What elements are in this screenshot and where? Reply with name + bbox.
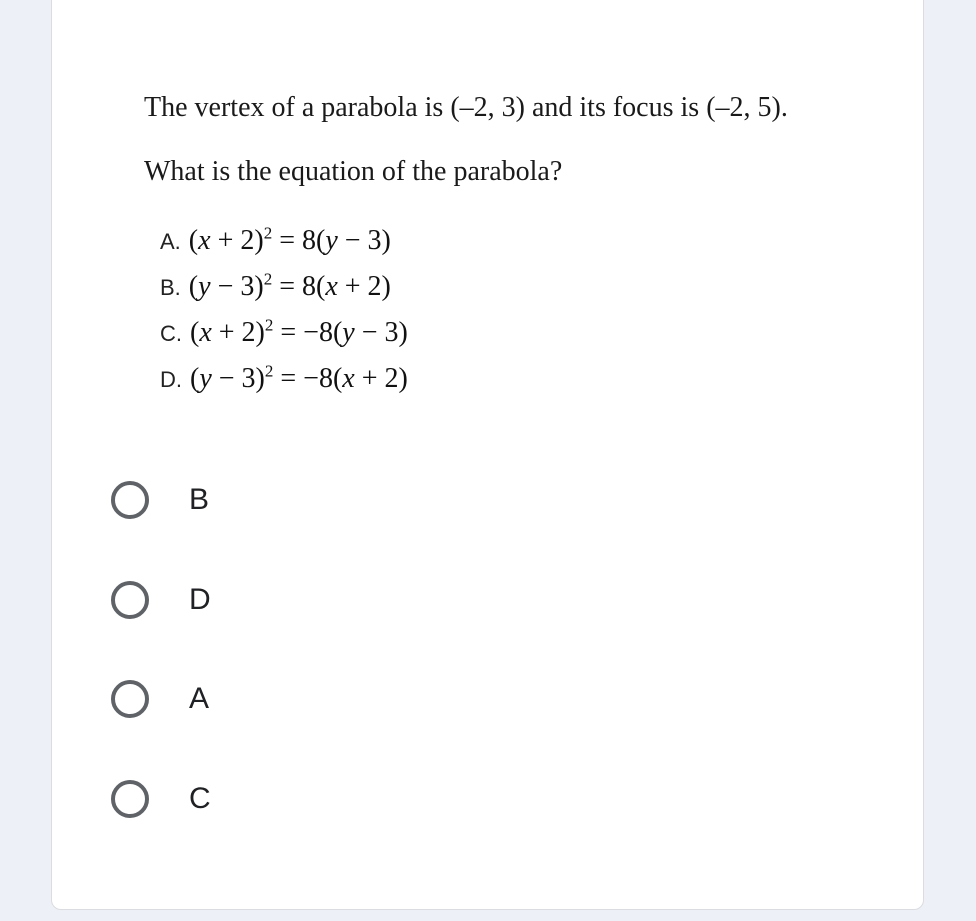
question-text: The vertex of a parabola is xyxy=(144,92,451,123)
option-letter: A. xyxy=(160,229,181,255)
choice-label[interactable]: A xyxy=(189,682,210,715)
option-equation: $(x + 2)^2 = -8(y - 3)$ xyxy=(190,316,408,349)
choice-label[interactable]: D xyxy=(189,583,211,616)
answer-option-c xyxy=(160,316,408,349)
answer-option-a xyxy=(160,224,391,257)
question-text-line-2: What is the equation of the parabola? xyxy=(144,156,563,187)
choice-b[interactable] xyxy=(111,476,209,524)
radio-button[interactable] xyxy=(111,481,149,519)
option-equation: $(y - 3)^2 = -8(x + 2)$ xyxy=(190,362,408,395)
option-equation: $(x + 2)^2 = 8(y - 3)$ xyxy=(188,224,391,257)
question-card xyxy=(51,0,924,910)
option-letter: C. xyxy=(160,321,182,347)
option-equation: $(y - 3)^2 = 8(x + 2)$ xyxy=(188,270,391,303)
choice-a[interactable] xyxy=(111,675,209,723)
question-text: . xyxy=(780,92,788,123)
question-text-line-1 xyxy=(144,92,788,124)
choice-c[interactable] xyxy=(111,775,211,823)
choice-label[interactable]: B xyxy=(189,483,210,516)
choice-label[interactable]: C xyxy=(189,782,211,815)
radio-button[interactable] xyxy=(111,780,149,818)
option-letter: D. xyxy=(160,367,182,393)
radio-button[interactable] xyxy=(111,581,149,619)
radio-button[interactable] xyxy=(111,680,149,718)
question-text: and its focus is xyxy=(524,92,707,123)
option-letter: B. xyxy=(160,275,181,301)
focus-value: (–2, 5) xyxy=(706,92,781,123)
vertex-value: (–2, 3) xyxy=(450,92,525,123)
answer-option-b xyxy=(160,270,391,303)
choice-d[interactable] xyxy=(111,576,211,624)
answer-option-d xyxy=(160,362,408,395)
